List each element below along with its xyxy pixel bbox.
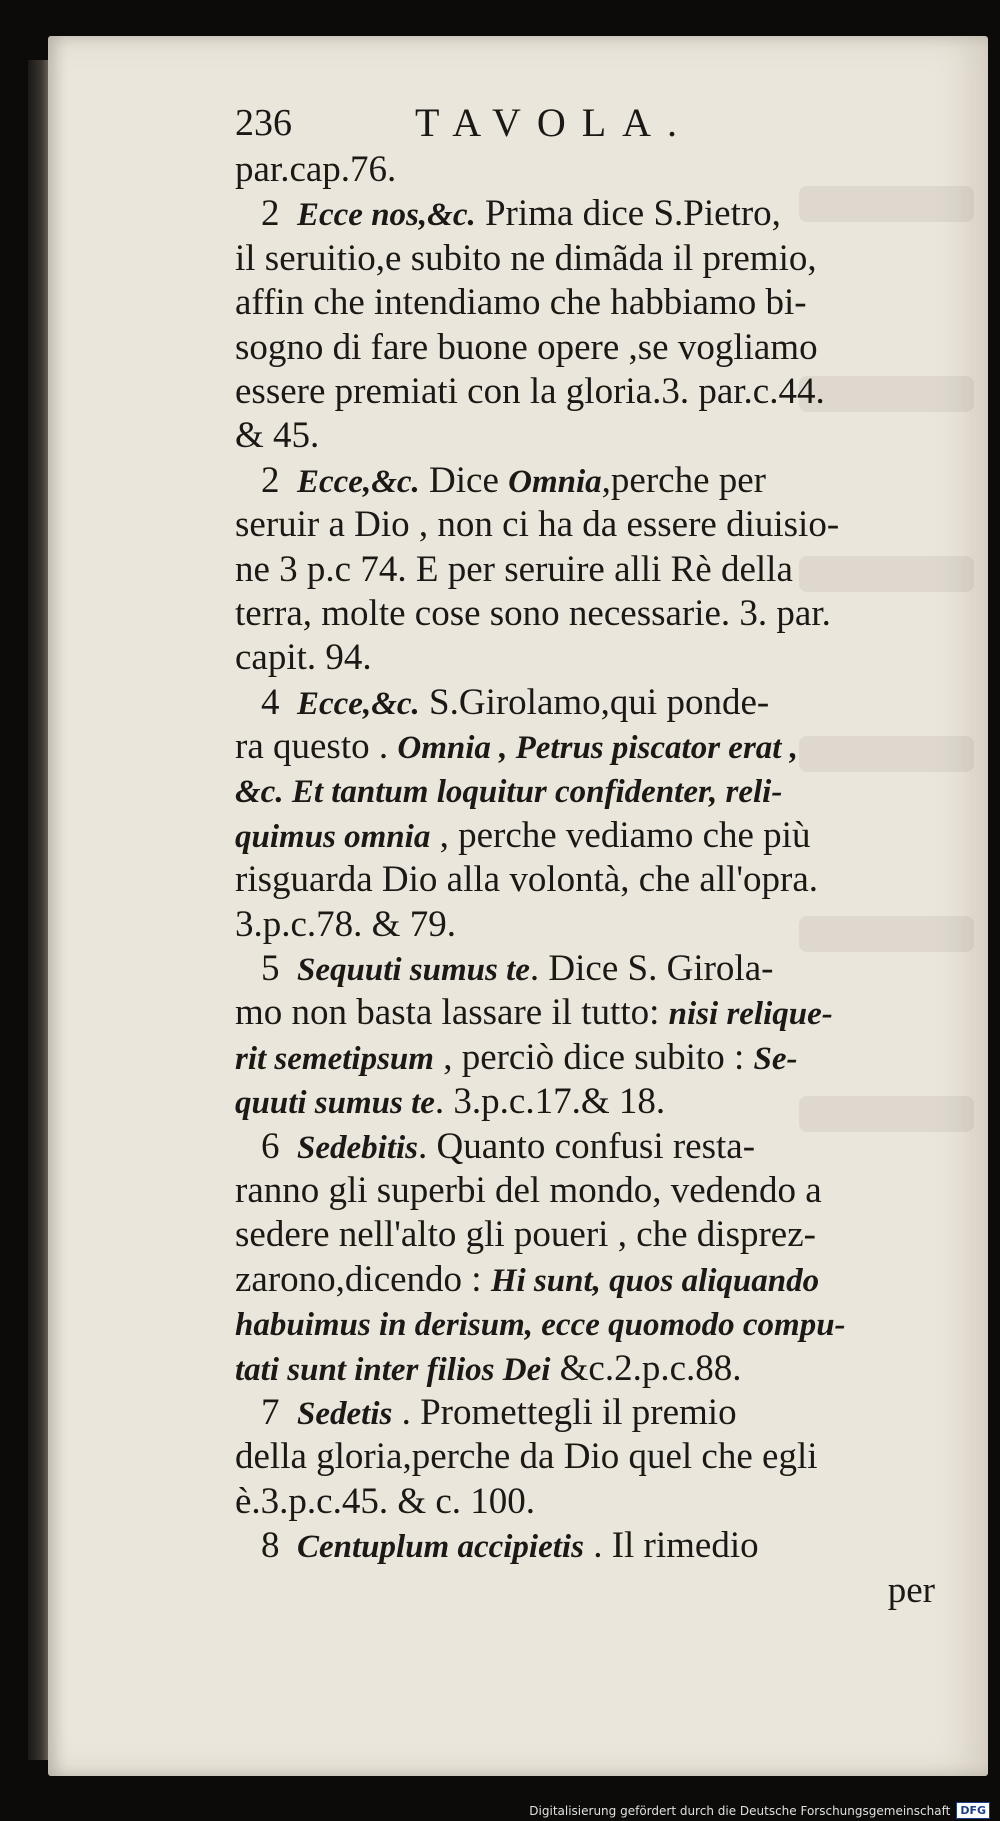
latin-lemma: Sedetis — [297, 1395, 393, 1432]
latin-word: Omnia — [508, 463, 602, 500]
latin-lemma: Sequuti sumus te — [297, 952, 530, 989]
latin-quote: rit semetipsum — [235, 1040, 434, 1077]
text-line: zarono,dicendo : Hi sunt, quos aliquando — [235, 1258, 820, 1300]
note-number: 4 — [261, 681, 280, 723]
text-line: quuti sumus te. 3.p.c.17.& 18. — [235, 1081, 666, 1123]
text-line: risguarda Dio alla volontà, che all'opra. — [235, 859, 819, 901]
text-line: 2 Ecce nos,&c. Prima dice S.Pietro, — [235, 192, 965, 236]
latin-lemma: Centuplum accipietis — [297, 1529, 584, 1566]
text-line: sogno di fare buone opere ,se vogliamo — [235, 326, 818, 368]
text-line: della gloria,perche da Dio quel che egli — [235, 1436, 818, 1478]
note-number: 5 — [261, 948, 280, 990]
page-header — [235, 98, 965, 148]
text-line — [235, 769, 965, 813]
page-number: 236 — [235, 102, 292, 144]
text-line: capit. 94. — [235, 637, 372, 679]
latin-quote: Omnia , Petrus piscator erat , — [397, 730, 798, 767]
text-line: 4 Ecce,&c. S.Girolamo,qui ponde- — [235, 681, 965, 725]
text-line: 5 Sequuti sumus te. Dice S. Girola- — [235, 947, 965, 991]
text-line: ranno gli superbi del mondo, vedendo a — [235, 1169, 822, 1211]
latin-quote: tati sunt inter filios Dei — [235, 1351, 551, 1388]
book-spine-edge — [28, 60, 50, 1760]
latin-quote: quuti sumus te — [235, 1085, 435, 1122]
latin-quote: habuimus in derisum, ecce quomodo compu- — [235, 1307, 846, 1344]
note-number: 7 — [261, 1391, 280, 1433]
text-line: mo non basta lassare il tutto: nisi relique- — [235, 992, 833, 1034]
note-number: 8 — [261, 1525, 280, 1567]
running-title: TAVOLA. — [415, 100, 694, 145]
latin-quote: &c. Et tantum loquitur confidenter, reli- — [235, 774, 783, 811]
text-line: rit semetipsum , perciò dice subito : Se- — [235, 1036, 798, 1078]
text-line: 6 Sedebitis. Quanto confusi resta- — [235, 1125, 965, 1169]
note-number: 2 — [261, 459, 280, 501]
footer-credit: Digitalisierung gefördert durch die Deutsche Forschungsgemeinschaft — [529, 1803, 951, 1818]
text-line: terra, molte cose sono necessarie. 3. par. — [235, 592, 831, 634]
text-line: 7 Sedetis . Promettegli il premio — [235, 1391, 965, 1435]
text-line: affin che intendiamo che habbiamo bi- — [235, 282, 807, 324]
text-line: seruir a Dio , non ci ha da essere diuisio- — [235, 504, 840, 546]
latin-quote: quimus omnia — [235, 818, 431, 855]
text-line: tati sunt inter filios Dei &c.2.p.c.88. — [235, 1347, 742, 1389]
note-number: 2 — [261, 193, 280, 235]
text-line: par.cap.76. — [235, 149, 397, 190]
text-line: quimus omnia , perche vediamo che più — [235, 814, 811, 856]
text-line: 8 Centuplum accipietis . Il rimedio — [235, 1524, 965, 1568]
text-line — [235, 1302, 965, 1346]
text-line: ra questo . Omnia , Petrus piscator erat , — [235, 726, 798, 768]
dfg-logo-icon: DFG — [956, 1802, 990, 1819]
text-line: sedere nell'alto gli poueri , che disprez- — [235, 1214, 816, 1256]
note-number: 6 — [261, 1125, 280, 1167]
text-line: è.3.p.c.45. & c. 100. — [235, 1480, 536, 1522]
text-line: 2 Ecce,&c. Dice Omnia,perche per — [235, 459, 965, 503]
latin-lemma: Sedebitis — [297, 1129, 418, 1166]
text-line: 3.p.c.78. & 79. — [235, 903, 456, 945]
text-line: & 45. — [235, 415, 320, 457]
text-line: essere premiati con la gloria.3. par.c.44. — [235, 370, 825, 412]
latin-quote: Se- — [753, 1040, 798, 1077]
latin-lemma: Ecce nos,&c. — [297, 197, 476, 234]
latin-quote: Hi sunt, quos aliquando — [490, 1262, 820, 1299]
digitization-footer — [529, 1802, 990, 1819]
text-line: il seruitio,e subito ne dimãda il premio, — [235, 237, 817, 279]
latin-lemma: Ecce,&c. — [297, 685, 420, 722]
latin-quote: nisi relique- — [668, 996, 833, 1033]
text-line: ne 3 p.c 74. E per seruire alli Rè della — [235, 548, 793, 590]
latin-lemma: Ecce,&c. — [297, 463, 420, 500]
catchword: per — [887, 1569, 935, 1611]
page-text — [235, 98, 965, 1613]
